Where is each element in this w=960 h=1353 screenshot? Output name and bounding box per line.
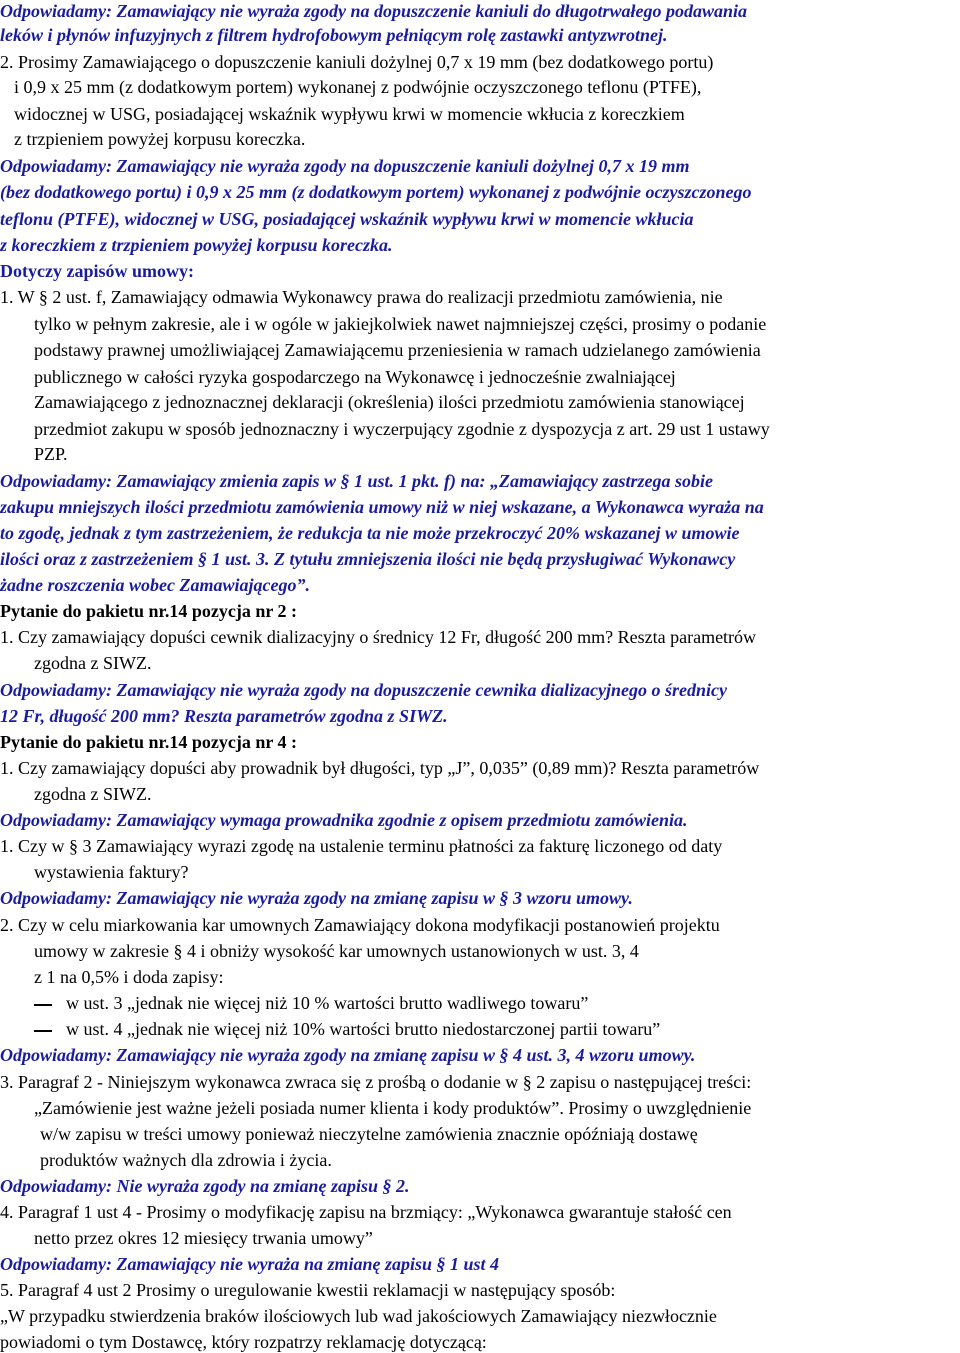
question-line: powiadomi o tym Dostawcę, który rozpatrzy reklamację dotyczącą: bbox=[0, 1332, 487, 1352]
list-item-text: w ust. 3 „jednak nie więcej niż 10 % wartości brutto wadliwego towaru” bbox=[66, 993, 589, 1013]
question-line: 1. Czy w § 3 Zamawiający wyrazi zgodę na ustalenie terminu płatności za fakturę liczonego od daty bbox=[0, 836, 723, 856]
answer-line: Odpowiadamy: Zamawiający nie wyraża zgody na zmianę zapisu w § 4 ust. 3, 4 wzoru umowy. bbox=[0, 1045, 696, 1065]
question-line: tylko w pełnym zakresie, ale i w ogóle w jakiejkolwiek nawet najmniejszej części, prosimy o podanie bbox=[34, 314, 767, 334]
package-question-heading: Pytanie do pakietu nr.14 pozycja nr 4 : bbox=[0, 732, 298, 752]
list-item bbox=[34, 992, 588, 1014]
dash-bullet bbox=[34, 1030, 52, 1032]
question-line: umowy w zakresie § 4 i obniży wysokość kar umownych ustanowionych w ust. 3, 4 bbox=[34, 941, 639, 961]
question-line: widocznej w USG, posiadającej wskaźnik wypływu krwi w momencie wkłucia z koreczkiem bbox=[14, 104, 685, 124]
list-item-text: w ust. 4 „jednak nie więcej niż 10% wartości brutto niedostarczonej partii towaru” bbox=[66, 1019, 661, 1039]
answer-line: Odpowiadamy: Nie wyraża zgody na zmianę zapisu § 2. bbox=[0, 1176, 410, 1196]
answer-line: Odpowiadamy: Zamawiający nie wyraża zgody na dopuszczenie cewnika dializacyjnego o średnicy bbox=[0, 680, 727, 700]
answer-line: to zgodę, jednak z tym zastrzeżeniem, że redukcja ta nie może przekroczyć 20% wskazanej w umowie bbox=[0, 523, 740, 543]
answer-line: leków i płynów infuzyjnych z filtrem hydrofobowym pełniącym rolę zastawki antyzwrotnej. bbox=[0, 25, 668, 45]
dash-bullet bbox=[34, 1004, 52, 1006]
list-item bbox=[34, 1018, 660, 1040]
question-line: zgodna z SIWZ. bbox=[34, 653, 152, 673]
question-line: Zamawiającego z jednoznacznej deklaracji (określenia) ilości przedmiotu zamówienia stanowiącej bbox=[34, 392, 745, 412]
question-line: z trzpieniem powyżej korpusu koreczka. bbox=[14, 129, 306, 149]
answer-line: Odpowiadamy: Zamawiający nie wyraża zgody na dopuszczenie kaniuli dożylnej 0,7 x 19 mm bbox=[0, 156, 690, 176]
answer-line: (bez dodatkowego portu) i 0,9 x 25 mm (z dodatkowym portem) wykonanej z podwójnie oczyszczonego bbox=[0, 182, 752, 202]
question-line: „Zamówienie jest ważne jeżeli posiada numer klienta i kody produktów”. Prosimy o uwzględnienie bbox=[34, 1098, 752, 1118]
question-line: z 1 na 0,5% i doda zapisy: bbox=[34, 967, 224, 987]
answer-line: z koreczkiem z trzpieniem powyżej korpusu koreczka. bbox=[0, 235, 393, 255]
question-line: 2. Prosimy Zamawiającego o dopuszczenie kaniuli dożylnej 0,7 x 19 mm (bez dodatkowego portu) bbox=[0, 52, 714, 72]
package-question-heading: Pytanie do pakietu nr.14 pozycja nr 2 : bbox=[0, 601, 298, 621]
question-line: i 0,9 x 25 mm (z dodatkowym portem) wykonanej z podwójnie oczyszczonego teflonu (PTFE), bbox=[14, 77, 702, 97]
answer-line: Odpowiadamy: Zamawiający nie wyraża na zmianę zapisu § 1 ust 4 bbox=[0, 1254, 500, 1274]
question-line: wystawienia faktury? bbox=[34, 862, 189, 882]
question-line: w/w zapisu w treści umowy ponieważ nieczytelne zamówienia znacznie opóźniają dostawę bbox=[40, 1124, 698, 1144]
question-line: netto przez okres 12 miesięcy trwania umowy” bbox=[34, 1228, 373, 1248]
question-line: przedmiot zakupu w sposób jednoznaczny i wyczerpujący zgodnie z dyspozycja z art. 29 ust 1 ustawy bbox=[34, 419, 770, 439]
answer-line: ilości oraz z zastrzeżeniem § 1 ust. 3. Z tytułu zmniejszenia ilości nie będą przysługiwać Wykonawcy bbox=[0, 549, 736, 569]
question-line: 2. Czy w celu miarkowania kar umownych Zamawiający dokona modyfikacji postanowień projektu bbox=[0, 915, 720, 935]
answer-line: Odpowiadamy: Zamawiający wymaga prowadnika zgodnie z opisem przedmiotu zamówienia. bbox=[0, 810, 688, 830]
question-line: zgodna z SIWZ. bbox=[34, 784, 152, 804]
answer-line: Odpowiadamy: Zamawiający nie wyraża zgody na dopuszczenie kaniuli do długotrwałego podawania bbox=[0, 1, 748, 21]
question-line: produktów ważnych dla zdrowia i życia. bbox=[40, 1150, 332, 1170]
answer-line: teflonu (PTFE), widocznej w USG, posiadającej wskaźnik wypływu krwi w momencie wkłucia bbox=[0, 209, 694, 229]
question-line: 1. W § 2 ust. f, Zamawiający odmawia Wykonawcy prawa do realizacji przedmiotu zamówienia, nie bbox=[0, 287, 723, 307]
section-heading: Dotyczy zapisów umowy: bbox=[0, 261, 194, 281]
question-line: 1. Czy zamawiający dopuści aby prowadnik był długości, typ „J”, 0,035” (0,89 mm)? Reszta parametrów bbox=[0, 758, 760, 778]
question-line: 3. Paragraf 2 - Niniejszym wykonawca zwraca się z prośbą o dodanie w § 2 zapisu o następującej treści: bbox=[0, 1072, 752, 1092]
question-line: „W przypadku stwierdzenia braków ilościowych lub wad jakościowych Zamawiający niezwłocznie bbox=[0, 1306, 717, 1326]
answer-line: zakupu mniejszych ilości przedmiotu zamówienia umowy niż w niej wskazane, a Wykonawca wyraża na bbox=[0, 497, 764, 517]
answer-line: żadne roszczenia wobec Zamawiającego”. bbox=[0, 575, 310, 595]
answer-line: 12 Fr, długość 200 mm? Reszta parametrów zgodna z SIWZ. bbox=[0, 706, 448, 726]
question-line: PZP. bbox=[34, 444, 68, 464]
question-line: 5. Paragraf 4 ust 2 Prosimy o uregulowanie kwestii reklamacji w następujący sposób: bbox=[0, 1280, 616, 1300]
question-line: publicznego w całości ryzyka gospodarczego na Wykonawcę i jednocześnie zwalniającej bbox=[34, 367, 676, 387]
answer-line: Odpowiadamy: Zamawiający nie wyraża zgody na zmianę zapisu w § 3 wzoru umowy. bbox=[0, 888, 633, 908]
question-line: podstawy prawnej umożliwiającej Zamawiającemu przeniesienia w ramach udzielanego zamówienia bbox=[34, 340, 761, 360]
question-line: 4. Paragraf 1 ust 4 - Prosimy o modyfikację zapisu na brzmiący: „Wykonawca gwarantuje stałość cen bbox=[0, 1202, 732, 1222]
answer-line: Odpowiadamy: Zamawiający zmienia zapis w § 1 ust. 1 pkt. f) na: „Zamawiający zastrzega sobie bbox=[0, 471, 713, 491]
question-line: 1. Czy zamawiający dopuści cewnik dializacyjny o średnicy 12 Fr, długość 200 mm? Reszta parametrów bbox=[0, 627, 757, 647]
